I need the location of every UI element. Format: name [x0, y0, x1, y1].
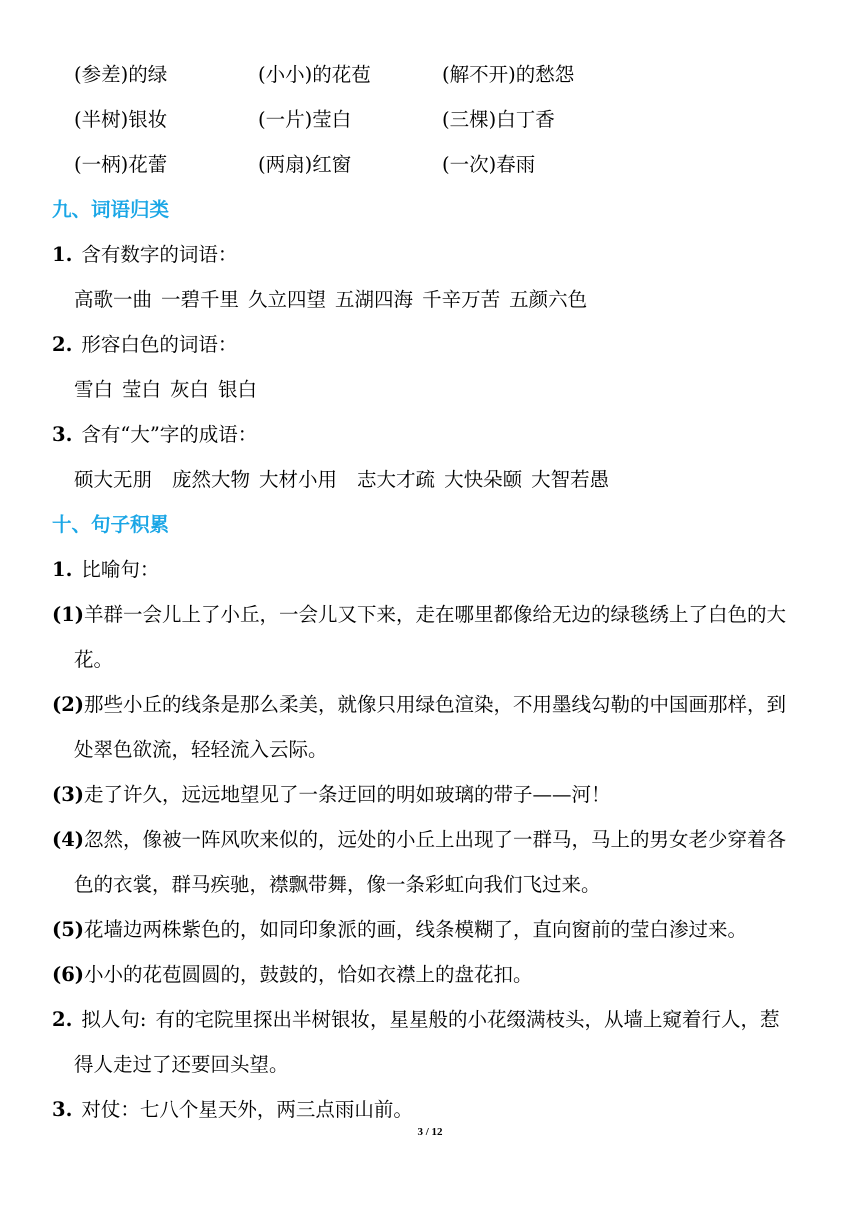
word-list: [74, 457, 810, 502]
sentence-number: (5): [52, 918, 85, 941]
word: 银白: [218, 378, 258, 401]
word: 五颜六色: [509, 288, 588, 311]
item-label: [52, 547, 810, 592]
word: 久立四望: [248, 288, 327, 311]
item-label: [52, 997, 810, 1042]
item-number: 3.: [52, 1098, 73, 1121]
word: 高歌一曲: [74, 288, 153, 311]
item-text: 比喻句：: [81, 558, 160, 581]
sentence-text: 花墙边两株紫色的，如同印象派的画，线条模糊了，直向窗前的莹白渗过来。: [84, 918, 748, 941]
item-text: 含有“大”字的成语：: [81, 423, 258, 446]
sentence-4-continued: 色的衣裳，群马疾驰，襟飘带舞，像一条彩虹向我们飞过来。: [74, 873, 601, 896]
sentence-text: 小小的花苞圆圆的，鼓鼓的，恰如衣襟上的盘花扣。: [84, 963, 533, 986]
item-label: [52, 322, 810, 367]
section-heading-9: 九、词语归类: [52, 198, 170, 221]
word: 千辛万苦: [422, 288, 501, 311]
sentence-2: [52, 682, 810, 727]
sentence-1-continued: 花。: [74, 648, 114, 671]
sentence-number: (1): [52, 603, 85, 626]
section-heading-10: 十、句子积累: [52, 513, 170, 536]
phrase: (参差)的绿: [74, 63, 168, 86]
sentence-text: 那些小丘的线条是那么柔美，就像只用绿色渲染，不用墨线勾勒的中国画那样，到: [84, 693, 787, 716]
phrase: (一次)春雨: [442, 153, 536, 176]
item-number: 2.: [52, 333, 73, 356]
word: 大快朵颐: [444, 468, 523, 491]
sentence-number: (3): [52, 783, 85, 806]
sentence-text: 忽然，像被一阵风吹来似的，远处的小丘上出现了一群马，马上的男女老少穿着各: [84, 828, 787, 851]
page-number: 3 / 12: [417, 1126, 443, 1138]
sentence-number: (2): [52, 693, 85, 716]
word: 志大才疏: [357, 468, 436, 491]
phrase: (半树)银妆: [74, 108, 168, 131]
word-list: [74, 277, 810, 322]
item-label: [52, 232, 810, 277]
phrase-row-3: [74, 142, 810, 187]
item-text: 七八个星天外，两三点雨山前。: [139, 1098, 413, 1121]
sentence-2-continued: 处翠色欲流，轻轻流入云际。: [74, 738, 328, 761]
sentence-4: [52, 817, 810, 862]
item-text: 形容白色的词语：: [81, 333, 238, 356]
word: 一碧千里: [161, 288, 240, 311]
sentence-3: [52, 772, 810, 817]
item-text-continued: 得人走过了还要回头望。: [74, 1053, 289, 1076]
sentence-5: [52, 907, 810, 952]
phrase: (两扇)红窗: [258, 153, 352, 176]
sentence-6: [52, 952, 810, 997]
word: 硕大无朋: [74, 468, 153, 491]
sentence-1: [52, 592, 810, 637]
phrase: (解不开)的愁怨: [442, 63, 575, 86]
item-number: 2.: [52, 1008, 73, 1031]
item-text: 含有数字的词语：: [81, 243, 238, 266]
sentence-text: 羊群一会儿上了小丘，一会儿又下来，走在哪里都像给无边的绿毯绣上了白色的大: [84, 603, 787, 626]
phrase-row-1: [74, 52, 810, 97]
sentence-number: (6): [52, 963, 85, 986]
word: 五湖四海: [335, 288, 414, 311]
word-list: [74, 367, 810, 412]
item-text: 对仗：: [81, 1098, 140, 1121]
item-text: 拟人句:: [81, 1008, 147, 1031]
item-text: 有的宅院里探出半树银妆，星星般的小花缀满枝头，从墙上窥着行人，惹: [155, 1008, 780, 1031]
item-label: [52, 412, 810, 457]
word: 灰白: [170, 378, 210, 401]
item-number: 3.: [52, 423, 73, 446]
word: 大材小用: [259, 468, 338, 491]
phrase: (一柄)花蕾: [74, 153, 168, 176]
phrase: (三棵)白丁香: [442, 108, 555, 131]
word: 雪白: [74, 378, 114, 401]
word: 莹白: [122, 378, 162, 401]
sentence-text: 走了许久，远远地望见了一条迂回的明如玻璃的带子——河！: [84, 783, 611, 806]
word: 大智若愚: [531, 468, 610, 491]
phrase-row-2: [74, 97, 810, 142]
phrase: (小小)的花苞: [258, 63, 371, 86]
sentence-number: (4): [52, 828, 85, 851]
item-number: 1.: [52, 243, 73, 266]
phrase: (一片)莹白: [258, 108, 352, 131]
word: 庞然大物: [172, 468, 251, 491]
item-number: 1.: [52, 558, 73, 581]
